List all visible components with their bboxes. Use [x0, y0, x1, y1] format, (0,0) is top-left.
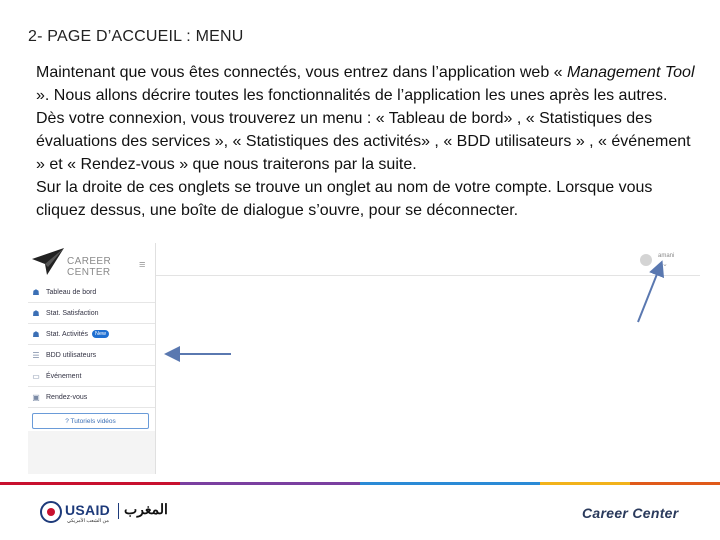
new-badge: New — [92, 330, 109, 338]
sidebar-item-label: Stat. Activités — [46, 330, 89, 338]
sidebar-item-label: Tableau de bord — [46, 288, 97, 296]
paragraph-1-start: Maintenant que vous êtes connectés, vous entrez dans l’application web « — [36, 64, 567, 81]
footer-bar-segment — [630, 482, 720, 485]
logo-line-2: CENTER — [67, 267, 111, 278]
arrow-to-account — [638, 264, 661, 322]
footer-bar-segment — [540, 482, 630, 485]
sidebar-item-label: Rendez-vous — [46, 393, 88, 401]
hamburger-icon[interactable]: ≡ — [139, 259, 146, 271]
footer-bar-segment — [360, 482, 540, 485]
tutorials-button[interactable]: ? Tutoriels vidéos — [32, 413, 149, 429]
footer-bar-segment — [180, 482, 360, 485]
footer-color-bar — [0, 482, 720, 485]
sidebar-item-label: Stat. Satisfaction — [46, 309, 99, 317]
chevron-down-icon[interactable]: ⌄ — [662, 261, 668, 268]
usaid-wordmark: USAID — [65, 502, 111, 518]
paragraph-2: Dès votre connexion, vous trouverez un menu : « Tableau de bord» , « Statistiques des évaluations des services », « Statistiques des activités» , « BDD utilisateurs » , « événement » et « Rendez-vous » que nous traiterons par la suite. — [36, 110, 691, 173]
logo-divider — [118, 503, 119, 519]
paragraph-3: Sur la droite de ces onglets se trouve un onglet au nom de votre compte. Lorsque vous cliquez dessus, une boîte de dialogue s’ouvre, pour se déconnecter. — [36, 179, 653, 219]
dashboard-icon: ☗ — [32, 287, 40, 297]
database-icon: ☰ — [32, 350, 40, 360]
calendar-icon: ▭ — [32, 371, 40, 381]
slide-title: 2- PAGE D’ACCUEIL : MENU — [28, 28, 244, 45]
career-center-wordmark: Career Center — [582, 505, 679, 521]
usaid-logo — [40, 500, 168, 526]
dashboard-icon: ☗ — [32, 308, 40, 318]
sidebar-item-label: BDD utilisateurs — [46, 351, 97, 359]
logo-line-1: CAREER — [67, 256, 112, 267]
footer-bar-segment — [0, 482, 180, 485]
arabic-wordmark: المغرب — [124, 501, 168, 517]
usaid-seal-icon — [40, 501, 62, 523]
sidebar-item-label: Événement — [46, 372, 82, 380]
calendar-icon: ▣ — [32, 392, 40, 402]
usaid-tagline: من الشعب الأمريكي — [67, 518, 109, 524]
dashboard-icon: ☗ — [32, 329, 40, 339]
paragraph-1-end: ». Nous allons décrire toutes les fonctionnalités de l’application les unes après les autres. — [36, 87, 668, 104]
paragraph-1-emphasis: Management Tool — [567, 64, 695, 81]
account-name: amani — [658, 253, 675, 259]
